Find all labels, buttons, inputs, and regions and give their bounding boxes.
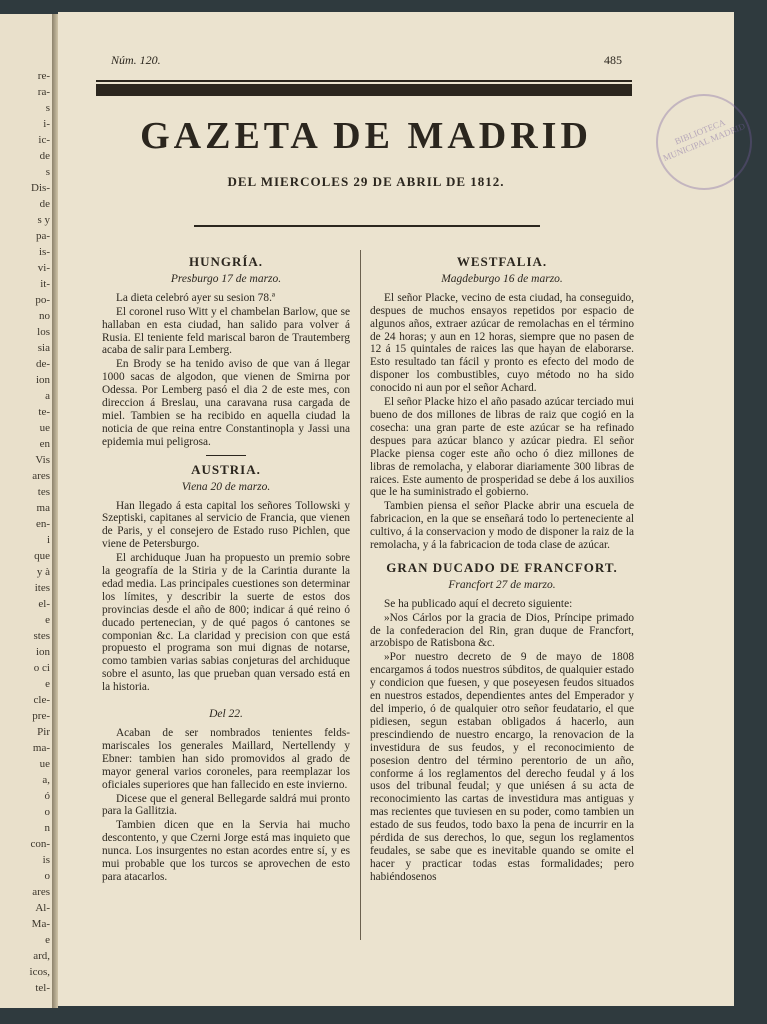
paragraph: »Por nuestro decreto de 9 de mayo de 1808 encargamos á todos nuestros súbditos, de qualquier estado y condicion que fuesen, y que poseyesen feudos situados en nuestros estados, dependientes antes del Emperador y del imperio, ó de qualquier otro señor feudatario, el que pidiesen, segun estaban obligados á hacerlo, aun prescindiendo de nuestro encargo, la renovacion de la investidura de sus feudos, y el reconocimiento de posesion dentro del término perentorio de un año, conforme á los reglamentos del derecho feudal y á los usos del tribunal feudal; y que uniésen á su acta de reconocimiento las cartas de investidura mas antiguas y mas recientes que tuviesen en su poder, como tambien un estado de sus feudos, todo baxo la pena de incurrir en la pérdida de sus derechos, lo que, segun los reglamentos feudales, se sabe que es inevitable quando se omite el hacer y practicar todas estas formalidades; pero habiéndosenos bbox=[370, 651, 634, 883]
paragraph: Tambien piensa el señor Placke abrir una escuela de fabricacion, en la que se enseñará todo lo perteneciente al cultivo, á la conservacion y modo de disponer la raiz de la remolacha, y á la fabricacion de toda clase de azúcar. bbox=[370, 500, 634, 552]
left-page-text-fragment: stes bbox=[33, 630, 50, 642]
left-page-text-fragment: icos, bbox=[29, 966, 50, 978]
left-page-text-fragment: en- bbox=[35, 518, 50, 530]
left-page-text-fragment: Dis- bbox=[31, 182, 50, 194]
page-number: 485 bbox=[604, 53, 622, 67]
paragraph: El coronel ruso Witt y el chambelan Barlow, que se hallaban en esta ciudad, han salido para volver á Rusia. El teniente feld mariscal baron de Trautemberg acaba de salir para Lemberg. bbox=[102, 305, 350, 357]
left-page-text-fragment: y à bbox=[36, 566, 50, 578]
left-page-text-fragment: tes bbox=[37, 486, 50, 498]
left-page-text-fragment: el- bbox=[38, 598, 50, 610]
left-page-text-fragment: is bbox=[42, 854, 50, 866]
left-page-text-fragment: i- bbox=[43, 118, 50, 130]
header-rule-thin bbox=[96, 80, 632, 82]
left-page-text-fragment: ue bbox=[39, 758, 50, 770]
dateline-viena: Viena 20 de marzo. bbox=[181, 480, 271, 493]
left-page-text-fragment: a, bbox=[42, 774, 50, 786]
left-page-text-fragment: en bbox=[39, 438, 50, 450]
stamp-text: BIBLIOTECA MUNICIPAL MADRID bbox=[661, 117, 747, 164]
paragraph: Dicese que el general Bellegarde saldrá mui pronto para la Gallitzia. bbox=[102, 792, 350, 818]
section-heading-westfalia: WESTFALIA. bbox=[456, 254, 548, 269]
left-page-text-fragment: de bbox=[39, 150, 50, 162]
paragraph: El señor Placke, vecino de esta ciudad, ha conseguido, despues de muchos ensayos repetidos por espacio de algunos años, extraer azúcar de remolachas en el término de 24 horas; y aun en 12 horas, siempre que no pasen de 12 á 15 quintales de raices las que hayan de elaborarse. Esto resultado tan fácil y pronto es efecto del modo de disponer los combustibles, cuyo método no ha sido conocido ni aun por el señor Achard. bbox=[370, 291, 634, 395]
left-page-text-fragment: re- bbox=[37, 70, 50, 82]
left-page-text-fragment: sia bbox=[37, 342, 50, 354]
masthead-underline bbox=[194, 225, 540, 227]
left-page-text-fragment: de bbox=[39, 198, 50, 210]
left-page-text-fragment: ue bbox=[39, 422, 50, 434]
left-column bbox=[102, 250, 350, 885]
left-page-text-fragment: ard, bbox=[33, 950, 50, 962]
left-page-text-fragment: Vis bbox=[35, 454, 50, 466]
left-page-text-fragment: o ci bbox=[33, 662, 50, 674]
newspaper-page bbox=[58, 12, 747, 1006]
left-page-text-fragment: i bbox=[46, 534, 50, 546]
left-page-text-fragment: no bbox=[39, 310, 50, 322]
issue-number: Núm. 120. bbox=[111, 53, 161, 67]
section-heading-hungria: HUNGRÍA. bbox=[188, 254, 264, 269]
dateline-magdeburgo: Magdeburgo 16 de marzo. bbox=[441, 272, 563, 285]
left-page-text-fragment: s bbox=[45, 102, 50, 114]
dateline-del-22: Del 22. bbox=[209, 708, 243, 721]
paragraph: En Brody se ha tenido aviso de que van á llegar 1000 sacas de algodon, que vienen de Smirna por Odessa. Por Lemberg pasó el dia 2 de este mes, con direccion á Breslau, una caravana rusa cargada de miel. Tambien se ha recibido en aquella ciudad la noticia de que reina entre Constantinopla y Jassi una epidemia mui peligrosa. bbox=[102, 358, 350, 448]
dateline-francfort: Francfort 27 de marzo. bbox=[448, 578, 556, 591]
paragraph: »Nos Cárlos por la gracia de Dios, Príncipe primado de la confederacion del Rin, gran duque de Francfort, arzobispo de Ratisbona &c. bbox=[370, 611, 634, 650]
left-page-text-fragment: ites bbox=[34, 582, 50, 594]
left-page-text-fragment: tel- bbox=[35, 982, 50, 994]
paragraph: Han llegado á esta capital los señores Tollowski y Szeptiski, capitanes al servicio de Francia, que vienen de Paris, y el consejero de Estado ruso Pichlen, que viene de Petersburgo. bbox=[102, 499, 350, 551]
left-page-text-fragment: ó bbox=[44, 790, 50, 802]
paragraph: El archiduque Juan ha propuesto un premio sobre la geografía de la Stiria y de la Carintia durante la edad media. Las principales cuestiones son determinar los límites, y describir la suerte de estos dos provincias desde el año de 800; indicar á qué reino ó ducado pertenecian, y de qué pagos ó cantones se componian &c. La claridad y precision con que está propuesto el programa son mui dignas de notarse, como tambien varias sabias conjeturas del archiduque sobre el asunto, las que prueban quan versado está en la historia. bbox=[102, 552, 350, 694]
left-page-text-fragment: e bbox=[45, 678, 50, 690]
left-page-text-fragment: it- bbox=[40, 278, 50, 290]
left-page-text-fragment: ion bbox=[35, 374, 50, 386]
paragraph: Tambien dicen que en la Servia hai mucho descontento, y que Czerni Jorge está mas inquieto que nunca. Los insurgentes no estan acordes entre sí, y es mui probable que los turcos se aprovechen de esto para atacarlos. bbox=[102, 819, 350, 883]
right-column bbox=[370, 250, 634, 885]
left-page-text-fragment: n bbox=[44, 822, 50, 834]
left-page-text-fragment: Ma- bbox=[31, 918, 50, 930]
left-page-text-fragment: e bbox=[45, 934, 50, 946]
dateline-presburgo: Presburgo 17 de marzo. bbox=[170, 272, 282, 285]
left-page-text-fragment: te- bbox=[38, 406, 50, 418]
paragraph: La dieta celebró ayer su sesion 78.ª bbox=[116, 291, 276, 304]
left-page-text-fragment: que bbox=[34, 550, 50, 562]
left-page-text-fragment: con- bbox=[30, 838, 50, 850]
left-page-text-fragment: ion bbox=[35, 646, 50, 658]
column-separator bbox=[360, 250, 361, 940]
left-page-text-fragment: s y bbox=[37, 214, 50, 226]
left-page-text-fragment: ares bbox=[32, 886, 50, 898]
left-page-text-fragment: ic- bbox=[38, 134, 50, 146]
left-page-edge bbox=[0, 14, 53, 1008]
header-rule-thick bbox=[96, 84, 632, 96]
left-page-text-fragment: o bbox=[44, 806, 50, 818]
left-page-text-fragment: Al- bbox=[35, 902, 50, 914]
left-page-text-fragment: ra- bbox=[37, 86, 50, 98]
left-page-text-fragment: ma- bbox=[32, 742, 50, 754]
left-page-text-fragment: ma bbox=[36, 502, 50, 514]
left-page-text-fragment: Pir bbox=[37, 726, 50, 738]
section-divider bbox=[206, 455, 246, 456]
left-page-text-fragment: de- bbox=[35, 358, 50, 370]
left-page-text-fragment: pre- bbox=[32, 710, 50, 722]
masthead-date: DEL MIERCOLES 29 DE ABRIL DE 1812. bbox=[227, 174, 505, 189]
paragraph: Acaban de ser nombrados tenientes felds-mariscales los generales Maillard, Nertellendy y Ebner: tambien han sido promovidos al grado de mayor general varios coroneles, para reemplazar los oficiales superiores que han fallecido en este invierno. bbox=[102, 727, 350, 791]
left-page-text-fragment: o bbox=[44, 870, 50, 882]
paragraph: El señor Placke hizo el año pasado azúcar terciado mui bueno de dos millones de libras de raiz que cogió en la cosecha: una gran parte de este azúcar se ha refinado despues para azúcar blanco y azúcar piedra. El señor Placke piensa coger este año ocho ó diez millones de libras de remolacha, y elaborar diariamente 300 libras de raices. Este aumento de prosperidad se debe á los auxilios que le ha suministrado el gobierno. bbox=[370, 396, 634, 499]
paragraph: Se ha publicado aquí el decreto siguiente: bbox=[384, 597, 573, 610]
left-page-text-fragment: vi- bbox=[37, 262, 50, 274]
left-page-text-fragment: e bbox=[45, 614, 50, 626]
section-heading-austria: AUSTRIA. bbox=[191, 461, 261, 477]
left-page-text-fragment: a bbox=[45, 390, 50, 402]
left-page-text-fragment: cle- bbox=[33, 694, 50, 706]
masthead-title: GAZETA DE MADRID bbox=[140, 115, 592, 157]
left-page-text-fragment: los bbox=[37, 326, 50, 338]
left-page-text-fragment: po- bbox=[35, 294, 50, 306]
left-page-text-fragment: ares bbox=[32, 470, 50, 482]
section-heading-francfort: GRAN DUCADO DE FRANCFORT. bbox=[386, 559, 618, 575]
left-page-text-fragment: is- bbox=[39, 246, 50, 258]
left-page-text-fragment: s bbox=[45, 166, 50, 178]
left-page-text-fragment: pa- bbox=[35, 230, 50, 242]
